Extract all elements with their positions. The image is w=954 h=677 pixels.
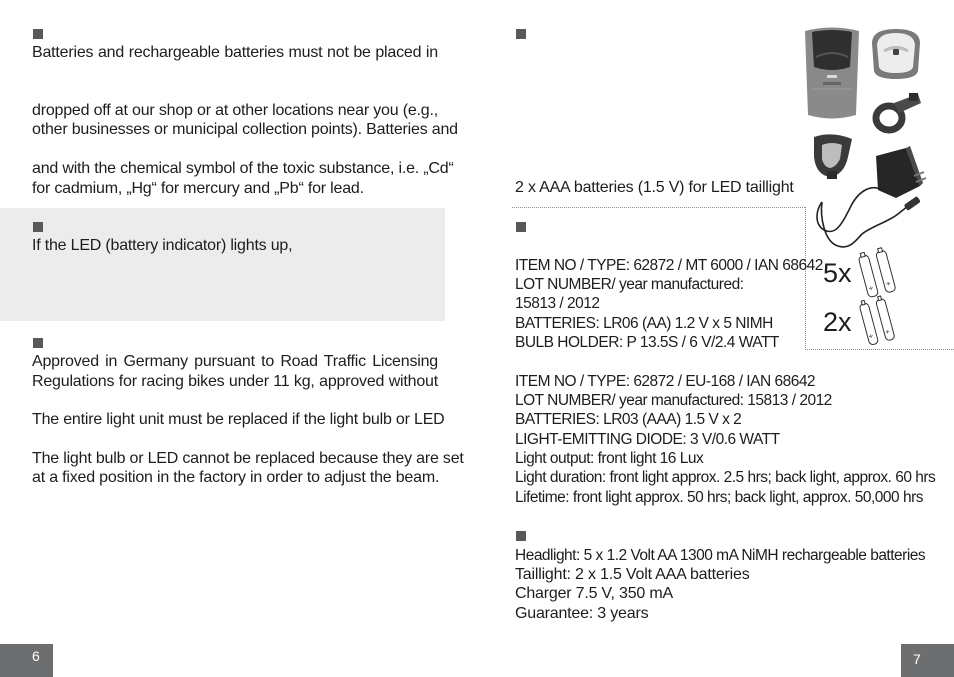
text-line: BATTERIES: LR06 (AA) 1.2 V x 5 NIMH — [515, 315, 773, 332]
text-line: LOT NUMBER/ year manufactured: 15813 / 2012 — [515, 392, 832, 409]
text-line: at a fixed position in the factory in order to adjust the beam. — [32, 469, 440, 486]
section-marker — [33, 29, 43, 39]
text-line: The light bulb or LED cannot be replaced because they are set — [32, 450, 464, 467]
text-line: The entire light unit must be replaced if the light bulb or LED — [32, 411, 445, 428]
text-line: Light duration: front light approx. 2.5 hrs; back light, approx. 60 hrs — [515, 469, 936, 486]
aa-battery-count: 5x — [823, 258, 852, 288]
svg-text:+: + — [884, 278, 892, 289]
section-marker — [516, 531, 526, 541]
svg-text:+: + — [867, 283, 875, 294]
info-box — [0, 208, 445, 321]
text-line: If the LED (battery indicator) lights up, — [32, 237, 293, 254]
mount-bracket-icon — [872, 91, 924, 135]
svg-text:+: + — [884, 327, 891, 337]
text-line: Lifetime: front light approx. 50 hrs; back light, approx. 50,000 hrs — [515, 489, 923, 506]
text-line: for cadmium, „Hg“ for mercury and „Pb“ for lead. — [32, 180, 364, 197]
taillight-icon — [868, 27, 924, 81]
text-line: dropped off at our shop or at other locations near you (e.g., — [32, 102, 438, 119]
aa-battery-icon — [860, 248, 900, 298]
charger-icon — [812, 146, 928, 256]
headlight-icon — [803, 27, 861, 120]
page-number-tab — [901, 644, 954, 677]
text-line: 2 x AAA batteries (1.5 V) for LED taillight — [515, 179, 794, 196]
section-marker — [516, 222, 526, 232]
text-line: BULB HOLDER: P 13.5S / 6 V/2.4 WATT — [515, 334, 779, 351]
section-marker — [33, 222, 43, 232]
text-line: ITEM NO / TYPE: 62872 / EU-168 / IAN 68642 — [515, 373, 816, 390]
text-line: BATTERIES: LR03 (AAA) 1.5 V x 2 — [515, 411, 742, 428]
aaa-battery-count: 2x — [823, 307, 852, 337]
page-number: 7 — [913, 651, 921, 667]
text-line: LIGHT-EMITTING DIODE: 3 V/0.6 WATT — [515, 431, 780, 448]
page-number-tab — [0, 644, 53, 677]
text-line: Regulations for racing bikes under 11 kg, approved without — [32, 373, 438, 390]
text-line: LOT NUMBER/ year manufactured: — [515, 276, 744, 293]
section-marker — [516, 29, 526, 39]
text-line: Charger 7.5 V, 350 mA — [515, 585, 673, 602]
dotted-divider — [805, 207, 806, 350]
text-line: Batteries and rechargeable batteries must not be placed in — [32, 44, 438, 61]
text-line: Guarantee: 3 years — [515, 605, 649, 622]
section-marker — [33, 338, 43, 348]
svg-text:+: + — [867, 331, 875, 342]
text-line: Light output: front light 16 Lux — [515, 450, 704, 467]
text-line: and with the chemical symbol of the toxic substance, i.e. „Cd“ — [32, 160, 454, 177]
page-number: 6 — [32, 648, 40, 664]
aaa-battery-icon — [860, 296, 900, 346]
text-line: other businesses or municipal collection points). Batteries and — [32, 121, 458, 138]
text-line: Approved in Germany pursuant to Road Traffic Licensing — [32, 353, 438, 370]
dotted-divider — [512, 207, 805, 208]
text-line: 15813 / 2012 — [515, 295, 600, 312]
text-line: ITEM NO / TYPE: 62872 / MT 6000 / IAN 68642 — [515, 257, 823, 274]
text-line: Taillight: 2 x 1.5 Volt AAA batteries — [515, 566, 750, 583]
text-line: Headlight: 5 x 1.2 Volt AA 1300 mA NiMH rechargeable batteries — [515, 547, 926, 564]
dotted-divider — [805, 349, 954, 350]
